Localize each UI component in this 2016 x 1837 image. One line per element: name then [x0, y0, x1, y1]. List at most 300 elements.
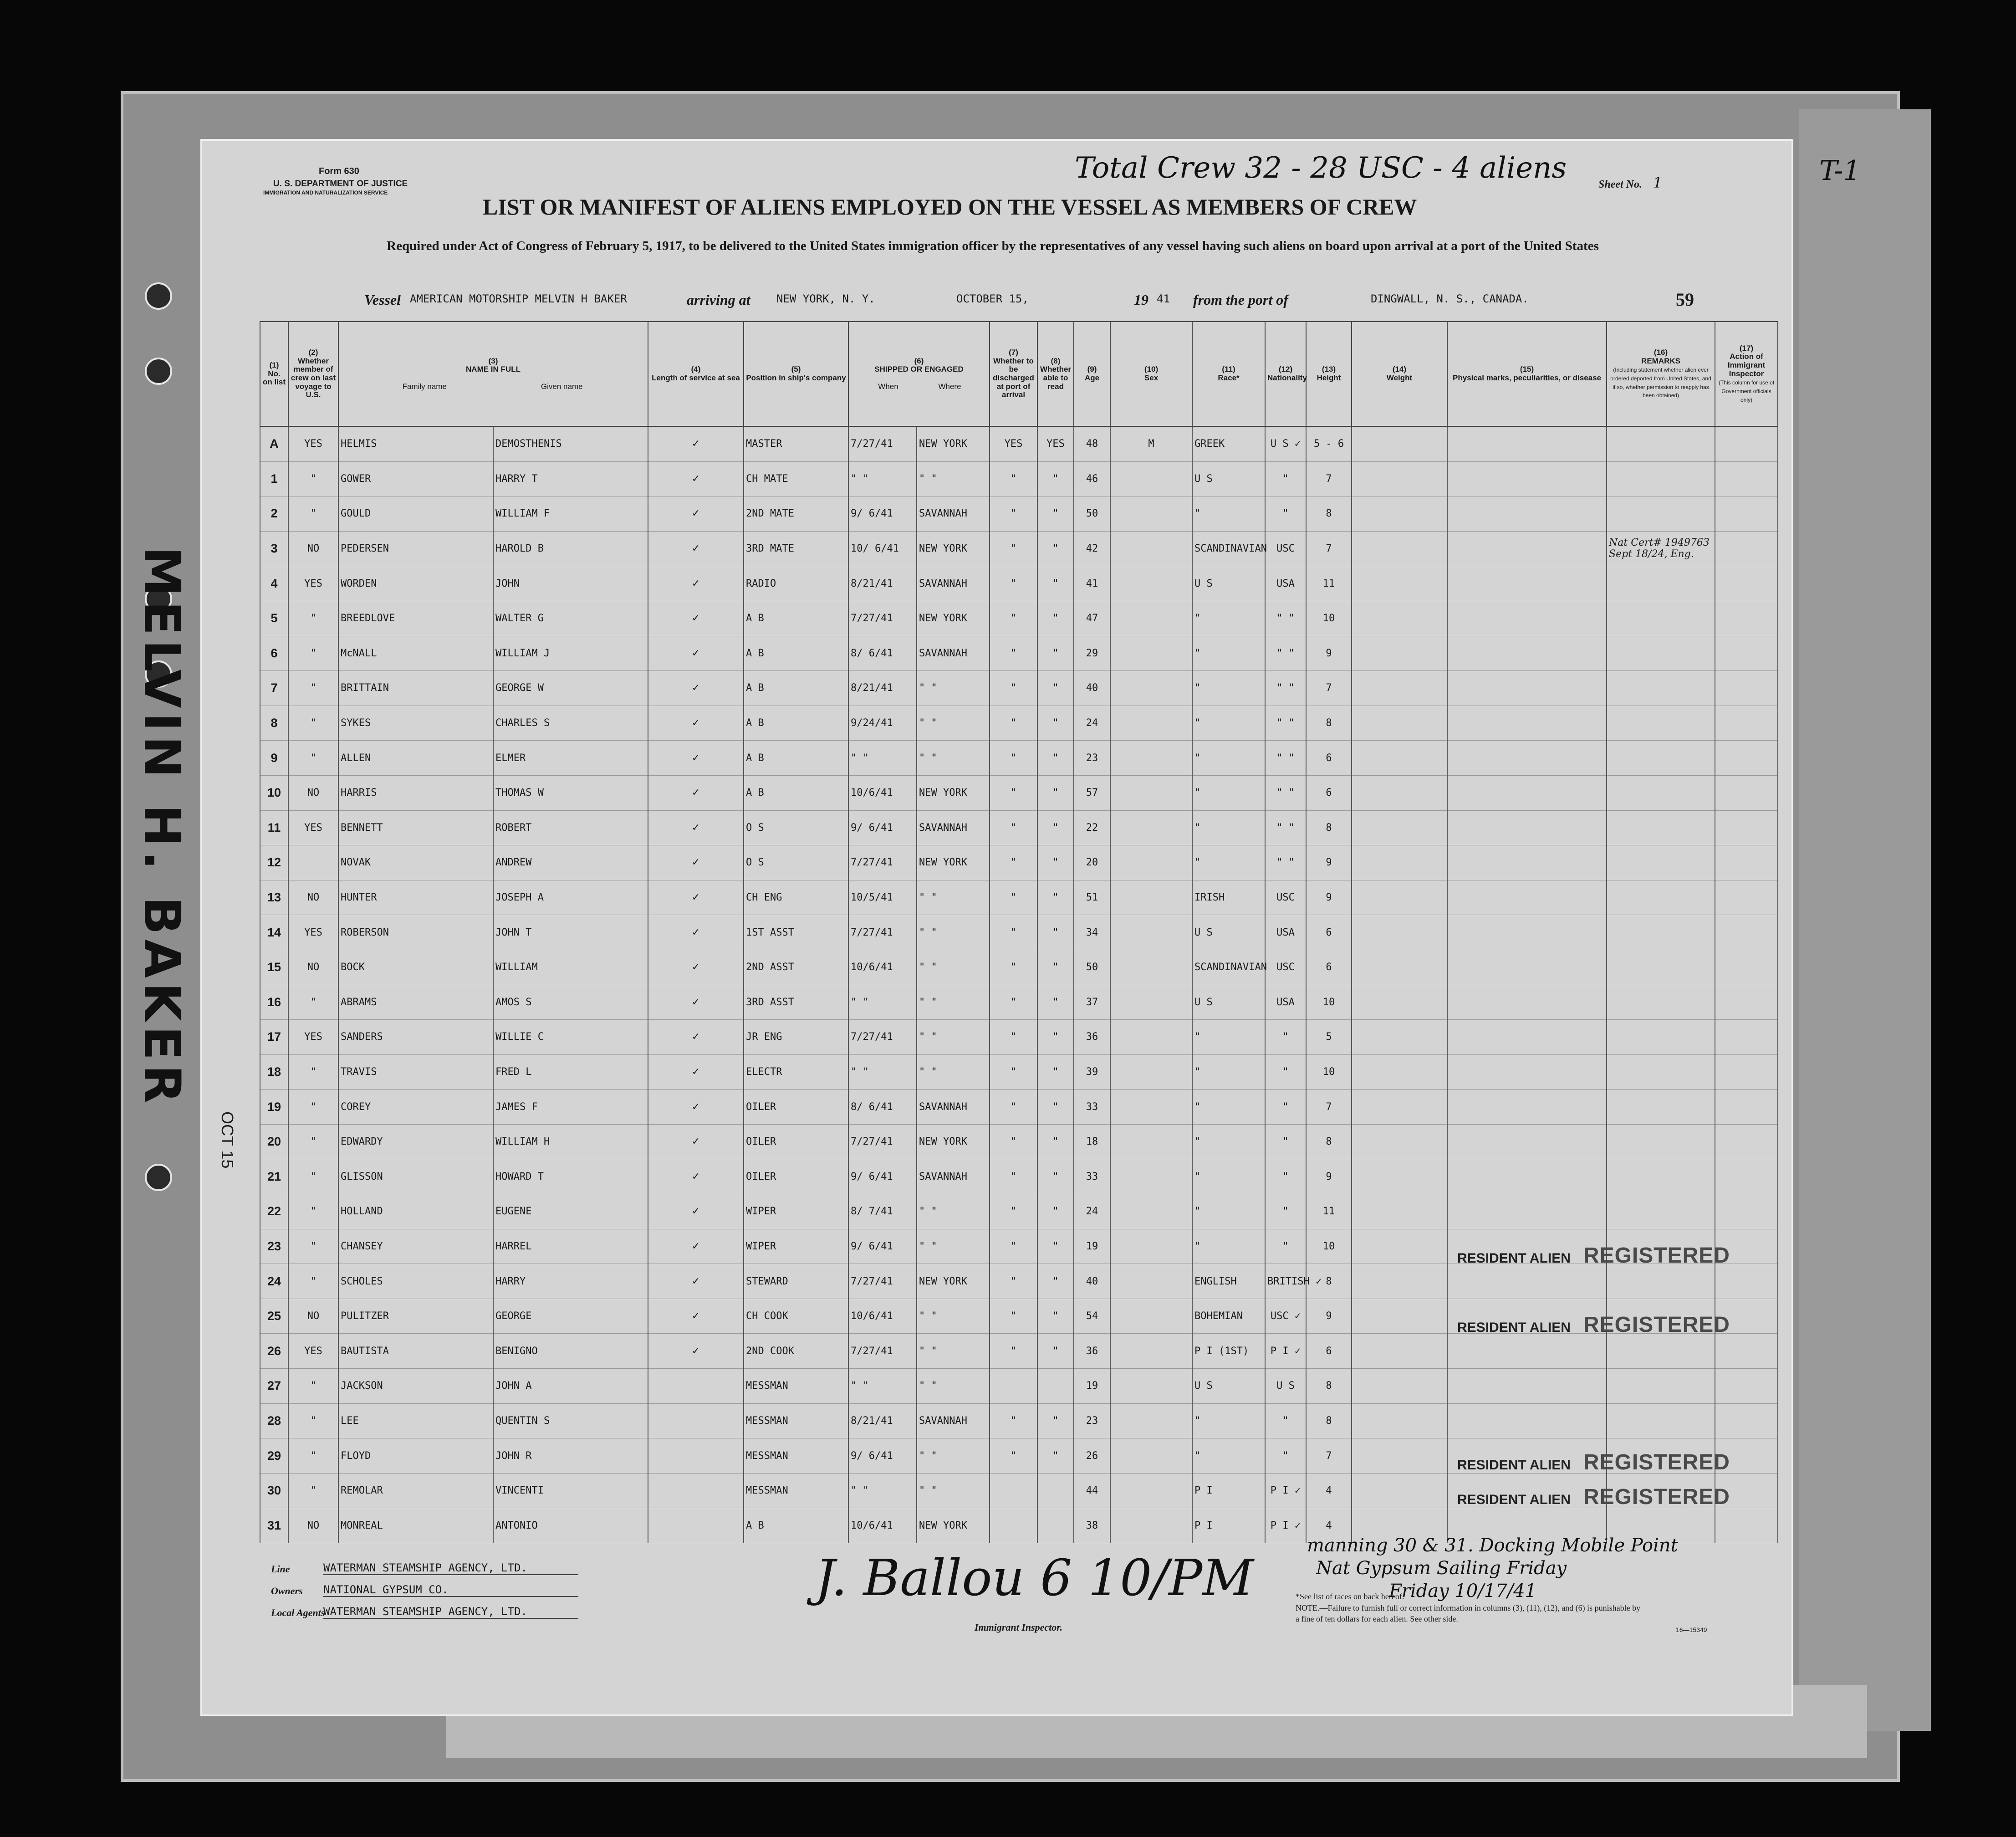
- cell-shipped-when: " ": [848, 985, 917, 1020]
- cell-height: 10: [1306, 985, 1352, 1020]
- cell-shipped-when: 7/27/41: [848, 426, 917, 461]
- cell-shipped-where: NEW YORK: [917, 601, 990, 636]
- cell-discharged: ": [990, 1334, 1037, 1369]
- cell-race: P I: [1192, 1473, 1265, 1508]
- cell-physical-marks: [1447, 741, 1607, 776]
- table-row: [260, 1194, 1778, 1229]
- cell-last-voyage: ": [288, 706, 338, 741]
- cell-able-to-read: ": [1037, 1299, 1074, 1334]
- cell-family-name: BREEDLOVE: [338, 601, 493, 636]
- cell-inspector-action: [1715, 741, 1778, 776]
- cell-inspector-action: [1715, 636, 1778, 671]
- cell-position: MESSMAN: [744, 1438, 848, 1474]
- cell-discharged: ": [990, 1090, 1037, 1125]
- cell-height: 11: [1306, 566, 1352, 601]
- cell-service-at-sea: ✓: [648, 845, 744, 880]
- cell-age: 41: [1074, 566, 1110, 601]
- cell-nationality: ": [1265, 496, 1306, 532]
- cell-physical-marks: [1447, 1020, 1607, 1055]
- cell-given-name: BENIGNO: [493, 1334, 648, 1369]
- cell-sex: [1110, 1229, 1192, 1264]
- cell-able-to-read: ": [1037, 915, 1074, 950]
- cell-service-at-sea: [648, 1369, 744, 1404]
- cell-nationality: ": [1265, 1403, 1306, 1438]
- line-value: WATERMAN STEAMSHIP AGENCY, LTD.: [323, 1561, 578, 1575]
- cell-height: 5 - 6: [1306, 426, 1352, 461]
- cell-position: OILER: [744, 1159, 848, 1194]
- cell-physical-marks: [1447, 636, 1607, 671]
- cell-nationality: USA: [1265, 566, 1306, 601]
- cell-race: SCANDINAVIAN: [1192, 950, 1265, 985]
- cell-inspector-action: [1715, 1124, 1778, 1159]
- cell-weight: [1352, 741, 1447, 776]
- cell-sex: [1110, 601, 1192, 636]
- cell-weight: [1352, 1403, 1447, 1438]
- col-sub-where: Where: [938, 382, 961, 391]
- cell-weight: [1352, 1020, 1447, 1055]
- cell-weight: [1352, 985, 1447, 1020]
- cell-inspector-action: [1715, 426, 1778, 461]
- cell-height: 7: [1306, 461, 1352, 496]
- cell-discharged: ": [990, 1403, 1037, 1438]
- cell-race: ": [1192, 1124, 1265, 1159]
- cell-service-at-sea: ✓: [648, 531, 744, 566]
- cell-able-to-read: [1037, 1473, 1074, 1508]
- cell-remarks: [1607, 1403, 1715, 1438]
- cell-family-name: HOLLAND: [338, 1194, 493, 1229]
- cell-age: 39: [1074, 1054, 1110, 1090]
- arriving-label: arriving at: [687, 292, 750, 308]
- handwritten-note-1: manning 30 & 31. Docking Mobile Point: [1307, 1535, 1678, 1556]
- cell-weight: [1352, 426, 1447, 461]
- cell-shipped-where: " ": [917, 1299, 990, 1334]
- cell-position: WIPER: [744, 1194, 848, 1229]
- vessel-line: [364, 289, 1730, 312]
- cell-shipped-when: 10/ 6/41: [848, 531, 917, 566]
- cell-remarks: [1607, 566, 1715, 601]
- cell-physical-marks: [1447, 810, 1607, 845]
- cell-sex: [1110, 1194, 1192, 1229]
- cell-service-at-sea: ✓: [648, 426, 744, 461]
- sheet-number: 1: [1653, 174, 1663, 191]
- cell-discharged: ": [990, 950, 1037, 985]
- cell-shipped-where: " ": [917, 915, 990, 950]
- cell-inspector-action: [1715, 1403, 1778, 1438]
- cell-height: 8: [1306, 810, 1352, 845]
- cell-shipped-when: " ": [848, 1054, 917, 1090]
- owners-label: Owners: [271, 1585, 303, 1597]
- cell-row-number: 23: [260, 1229, 288, 1264]
- cell-sex: [1110, 1508, 1192, 1543]
- cell-remarks: [1607, 601, 1715, 636]
- binder-hole: [145, 1164, 172, 1191]
- cell-race: ": [1192, 1438, 1265, 1474]
- cell-age: 48: [1074, 426, 1110, 461]
- cell-family-name: JACKSON: [338, 1369, 493, 1404]
- cell-sex: [1110, 1299, 1192, 1334]
- arriving-port: NEW YORK, N. Y.: [776, 292, 875, 305]
- cell-family-name: ALLEN: [338, 741, 493, 776]
- cell-nationality: P I ✓: [1265, 1508, 1306, 1543]
- cell-age: 38: [1074, 1508, 1110, 1543]
- cell-row-number: 4: [260, 566, 288, 601]
- service: IMMIGRATION AND NATURALIZATION SERVICE: [263, 189, 388, 196]
- cell-nationality: ": [1265, 1020, 1306, 1055]
- cell-shipped-where: " ": [917, 985, 990, 1020]
- cell-discharged: ": [990, 880, 1037, 915]
- col-sub-family: Family name: [402, 382, 447, 391]
- cell-nationality: ": [1265, 461, 1306, 496]
- cell-last-voyage: ": [288, 461, 338, 496]
- cell-inspector-action: [1715, 985, 1778, 1020]
- cell-height: 6: [1306, 950, 1352, 985]
- table-row: [260, 461, 1778, 496]
- cell-remarks: [1607, 985, 1715, 1020]
- cell-inspector-action: [1715, 1090, 1778, 1125]
- local-agents-value: WATERMAN STEAMSHIP AGENCY, LTD.: [323, 1605, 578, 1619]
- cell-service-at-sea: ✓: [648, 880, 744, 915]
- cell-height: 5: [1306, 1020, 1352, 1055]
- cell-race: ": [1192, 775, 1265, 810]
- cell-nationality: ": [1265, 1229, 1306, 1264]
- cell-service-at-sea: ✓: [648, 775, 744, 810]
- cell-able-to-read: ": [1037, 810, 1074, 845]
- cell-discharged: ": [990, 461, 1037, 496]
- cell-remarks: [1607, 845, 1715, 880]
- cell-race: ": [1192, 671, 1265, 706]
- cell-service-at-sea: ✓: [648, 1090, 744, 1125]
- cell-position: OILER: [744, 1090, 848, 1125]
- cell-given-name: WILLIAM H: [493, 1124, 648, 1159]
- cell-sex: [1110, 671, 1192, 706]
- cell-weight: [1352, 531, 1447, 566]
- cell-shipped-when: " ": [848, 741, 917, 776]
- cell-race: ": [1192, 1090, 1265, 1125]
- cell-nationality: USC: [1265, 880, 1306, 915]
- cell-age: 33: [1074, 1090, 1110, 1125]
- cell-able-to-read: ": [1037, 461, 1074, 496]
- cell-nationality: ": [1265, 1090, 1306, 1125]
- cell-sex: [1110, 1159, 1192, 1194]
- cell-inspector-action: [1715, 1508, 1778, 1543]
- cell-weight: [1352, 880, 1447, 915]
- cell-family-name: MONREAL: [338, 1508, 493, 1543]
- cell-discharged: ": [990, 566, 1037, 601]
- cell-row-number: 18: [260, 1054, 288, 1090]
- cell-family-name: BAUTISTA: [338, 1334, 493, 1369]
- cell-shipped-where: SAVANNAH: [917, 636, 990, 671]
- table-row: [260, 706, 1778, 741]
- cell-row-number: 5: [260, 601, 288, 636]
- cell-age: 42: [1074, 531, 1110, 566]
- cell-position: RADIO: [744, 566, 848, 601]
- cell-remarks: [1607, 706, 1715, 741]
- cell-given-name: THOMAS W: [493, 775, 648, 810]
- backing-board-edge: [1799, 109, 1931, 1731]
- cell-row-number: 30: [260, 1473, 288, 1508]
- table-row: [260, 915, 1778, 950]
- cell-discharged: ": [990, 1229, 1037, 1264]
- cell-last-voyage: ": [288, 496, 338, 532]
- cell-physical-marks: [1447, 496, 1607, 532]
- cell-race: P I: [1192, 1508, 1265, 1543]
- col-header-sex: (10) Sex: [1110, 322, 1192, 426]
- cell-position: 2ND COOK: [744, 1334, 848, 1369]
- cell-service-at-sea: ✓: [648, 601, 744, 636]
- cell-discharged: ": [990, 636, 1037, 671]
- cell-inspector-action: [1715, 950, 1778, 985]
- cell-last-voyage: YES: [288, 426, 338, 461]
- cell-race: ": [1192, 1403, 1265, 1438]
- cell-shipped-where: SAVANNAH: [917, 1159, 990, 1194]
- cell-shipped-when: 9/24/41: [848, 706, 917, 741]
- cell-last-voyage: ": [288, 1124, 338, 1159]
- cell-sex: [1110, 775, 1192, 810]
- corner-mark: T-1: [1819, 155, 1861, 187]
- cell-inspector-action: [1715, 461, 1778, 496]
- cell-inspector-action: [1715, 1334, 1778, 1369]
- table-row: [260, 775, 1778, 810]
- cell-sex: M: [1110, 426, 1192, 461]
- cell-row-number: 31: [260, 1508, 288, 1543]
- cell-service-at-sea: ✓: [648, 636, 744, 671]
- cell-age: 19: [1074, 1369, 1110, 1404]
- cell-remarks: [1607, 1369, 1715, 1404]
- cell-height: 6: [1306, 1334, 1352, 1369]
- cell-position: STEWARD: [744, 1264, 848, 1299]
- cell-able-to-read: ": [1037, 1020, 1074, 1055]
- cell-discharged: ": [990, 810, 1037, 845]
- cell-row-number: 26: [260, 1334, 288, 1369]
- cell-remarks: [1607, 461, 1715, 496]
- cell-age: 18: [1074, 1124, 1110, 1159]
- cell-given-name: JOHN R: [493, 1438, 648, 1474]
- inspector-label: Immigrant Inspector.: [975, 1622, 1063, 1633]
- cell-age: 24: [1074, 1194, 1110, 1229]
- col-sub-given: Given name: [541, 382, 583, 391]
- cell-height: 9: [1306, 1299, 1352, 1334]
- cell-age: 50: [1074, 950, 1110, 985]
- cell-shipped-when: 9/ 6/41: [848, 1229, 917, 1264]
- cell-family-name: BOCK: [338, 950, 493, 985]
- cell-able-to-read: ": [1037, 1159, 1074, 1194]
- cell-last-voyage: ": [288, 1090, 338, 1125]
- cell-weight: [1352, 706, 1447, 741]
- cell-nationality: USC: [1265, 531, 1306, 566]
- cell-race: ": [1192, 810, 1265, 845]
- cell-race: U S: [1192, 985, 1265, 1020]
- cell-weight: [1352, 1264, 1447, 1299]
- from-port: DINGWALL, N. S., CANADA.: [1371, 292, 1529, 305]
- binder-hole: [145, 282, 172, 310]
- cell-inspector-action: [1715, 496, 1778, 532]
- table-row: [260, 636, 1778, 671]
- stamp-resident-alien: RESIDENT ALIEN: [1457, 1492, 1571, 1507]
- cell-height: 10: [1306, 1229, 1352, 1264]
- cell-height: 8: [1306, 1124, 1352, 1159]
- cell-able-to-read: ": [1037, 1194, 1074, 1229]
- cell-age: 44: [1074, 1473, 1110, 1508]
- cell-race: ": [1192, 1054, 1265, 1090]
- cell-shipped-where: " ": [917, 1229, 990, 1264]
- cell-height: 7: [1306, 531, 1352, 566]
- resident-alien-stamp: [1457, 1484, 1730, 1510]
- cell-service-at-sea: ✓: [648, 985, 744, 1020]
- cell-height: 8: [1306, 1264, 1352, 1299]
- cell-shipped-when: 8/ 6/41: [848, 636, 917, 671]
- cell-service-at-sea: ✓: [648, 671, 744, 706]
- cell-inspector-action: [1715, 1054, 1778, 1090]
- cell-last-voyage: NO: [288, 775, 338, 810]
- col-header-action: (17) Action of Immigrant Inspector (This column for use of Government officials only): [1715, 322, 1778, 426]
- cell-discharged: ": [990, 531, 1037, 566]
- cell-nationality: " ": [1265, 810, 1306, 845]
- cell-position: 3RD ASST: [744, 985, 848, 1020]
- cell-remarks: [1607, 950, 1715, 985]
- cell-position: O S: [744, 845, 848, 880]
- cell-last-voyage: YES: [288, 1334, 338, 1369]
- cell-shipped-when: 7/27/41: [848, 1124, 917, 1159]
- cell-physical-marks: [1447, 1403, 1607, 1438]
- cell-row-number: 16: [260, 985, 288, 1020]
- cell-physical-marks: [1447, 461, 1607, 496]
- cell-age: 36: [1074, 1020, 1110, 1055]
- cell-shipped-where: " ": [917, 741, 990, 776]
- cell-family-name: BRITTAIN: [338, 671, 493, 706]
- handwritten-note-3: Friday 10/17/41: [1389, 1581, 1537, 1602]
- cell-service-at-sea: ✓: [648, 1299, 744, 1334]
- cell-service-at-sea: ✓: [648, 810, 744, 845]
- table-row: [260, 1090, 1778, 1125]
- cell-family-name: SANDERS: [338, 1020, 493, 1055]
- cell-shipped-when: 8/21/41: [848, 671, 917, 706]
- cell-row-number: 14: [260, 915, 288, 950]
- cell-last-voyage: ": [288, 1473, 338, 1508]
- cell-age: 57: [1074, 775, 1110, 810]
- cell-able-to-read: ": [1037, 636, 1074, 671]
- from-port-label: from the port of: [1193, 292, 1288, 308]
- cell-shipped-when: 7/27/41: [848, 915, 917, 950]
- col-sub-when: When: [878, 382, 898, 391]
- cell-inspector-action: [1715, 810, 1778, 845]
- cell-physical-marks: [1447, 1090, 1607, 1125]
- cell-nationality: " ": [1265, 671, 1306, 706]
- cell-shipped-when: " ": [848, 461, 917, 496]
- cell-age: 23: [1074, 741, 1110, 776]
- cell-given-name: GEORGE W: [493, 671, 648, 706]
- cell-service-at-sea: ✓: [648, 1159, 744, 1194]
- cell-last-voyage: NO: [288, 950, 338, 985]
- cell-weight: [1352, 671, 1447, 706]
- page-subtitle: Required under Act of Congress of February 5, 1917, to be delivered to the United States immigration officer by the representatives of any vessel having such aliens on board upon arrival at a port of the United States: [387, 239, 1599, 253]
- cell-able-to-read: ": [1037, 985, 1074, 1020]
- cell-race: ": [1192, 706, 1265, 741]
- col-header-nationality: (12) Nationality: [1265, 322, 1306, 426]
- cell-shipped-where: SAVANNAH: [917, 810, 990, 845]
- cell-row-number: 25: [260, 1299, 288, 1334]
- cell-age: 23: [1074, 1403, 1110, 1438]
- cell-shipped-where: " ": [917, 461, 990, 496]
- cell-race: ": [1192, 1229, 1265, 1264]
- penalty-note: NOTE.—Failure to furnish full or correct information in columns (3), (11), (12), and (6) is punishable by a fine of ten dollars for each alien. See other side.: [1296, 1603, 1641, 1624]
- cell-shipped-when: " ": [848, 1369, 917, 1404]
- cell-shipped-where: " ": [917, 1438, 990, 1474]
- cell-height: 9: [1306, 1159, 1352, 1194]
- cell-race: U S: [1192, 915, 1265, 950]
- cell-remarks: [1607, 880, 1715, 915]
- cell-physical-marks: [1447, 1054, 1607, 1090]
- cell-remarks: [1607, 775, 1715, 810]
- cell-position: CH COOK: [744, 1299, 848, 1334]
- cell-weight: [1352, 810, 1447, 845]
- cell-sex: [1110, 1334, 1192, 1369]
- cell-discharged: ": [990, 1159, 1037, 1194]
- cell-nationality: U S ✓: [1265, 426, 1306, 461]
- cell-physical-marks: [1447, 531, 1607, 566]
- cell-discharged: ": [990, 1020, 1037, 1055]
- cell-row-number: 10: [260, 775, 288, 810]
- cell-race: U S: [1192, 461, 1265, 496]
- col-header-remarks: (16) REMARKS (Including statement whether alien ever ordered deported from United States, and if so, whether permission to reapply has been obtained): [1607, 322, 1715, 426]
- cell-nationality: P I ✓: [1265, 1473, 1306, 1508]
- cell-last-voyage: ": [288, 985, 338, 1020]
- cell-inspector-action: [1715, 1020, 1778, 1055]
- col-header-read: (8) Whether able to read: [1037, 322, 1074, 426]
- stamp-registered: REGISTERED: [1583, 1450, 1730, 1474]
- cell-last-voyage: ": [288, 636, 338, 671]
- cell-height: 8: [1306, 496, 1352, 532]
- cell-position: A B: [744, 741, 848, 776]
- cell-nationality: " ": [1265, 845, 1306, 880]
- cell-sex: [1110, 950, 1192, 985]
- cell-given-name: VINCENTI: [493, 1473, 648, 1508]
- cell-shipped-where: " ": [917, 1020, 990, 1055]
- cell-age: 20: [1074, 845, 1110, 880]
- cell-physical-marks: [1447, 566, 1607, 601]
- cell-able-to-read: ": [1037, 1403, 1074, 1438]
- vessel-side-label: MELVIN H. BAKER: [133, 547, 191, 1108]
- cell-weight: [1352, 1369, 1447, 1404]
- year-prefix: 19: [1134, 292, 1148, 308]
- cell-remarks: [1607, 1159, 1715, 1194]
- cell-last-voyage: ": [288, 1159, 338, 1194]
- cell-last-voyage: NO: [288, 1299, 338, 1334]
- year-suffix: 41: [1157, 292, 1170, 305]
- cell-remarks: [1607, 810, 1715, 845]
- cell-given-name: JOSEPH A: [493, 880, 648, 915]
- cell-height: 7: [1306, 1090, 1352, 1125]
- cell-inspector-action: [1715, 1264, 1778, 1299]
- cell-weight: [1352, 566, 1447, 601]
- cell-height: 6: [1306, 775, 1352, 810]
- cell-sex: [1110, 566, 1192, 601]
- cell-shipped-when: 9/ 6/41: [848, 496, 917, 532]
- cell-family-name: PULITZER: [338, 1299, 493, 1334]
- cell-given-name: WILLIAM J: [493, 636, 648, 671]
- cell-inspector-action: [1715, 775, 1778, 810]
- cell-able-to-read: ": [1037, 1438, 1074, 1474]
- cell-age: 24: [1074, 706, 1110, 741]
- cell-family-name: BENNETT: [338, 810, 493, 845]
- cell-row-number: 7: [260, 671, 288, 706]
- cell-able-to-read: ": [1037, 775, 1074, 810]
- cell-remarks: [1607, 671, 1715, 706]
- cell-discharged: ": [990, 741, 1037, 776]
- cell-position: A B: [744, 775, 848, 810]
- cell-race: SCANDINAVIAN: [1192, 531, 1265, 566]
- cell-given-name: ROBERT: [493, 810, 648, 845]
- cell-race: ": [1192, 1159, 1265, 1194]
